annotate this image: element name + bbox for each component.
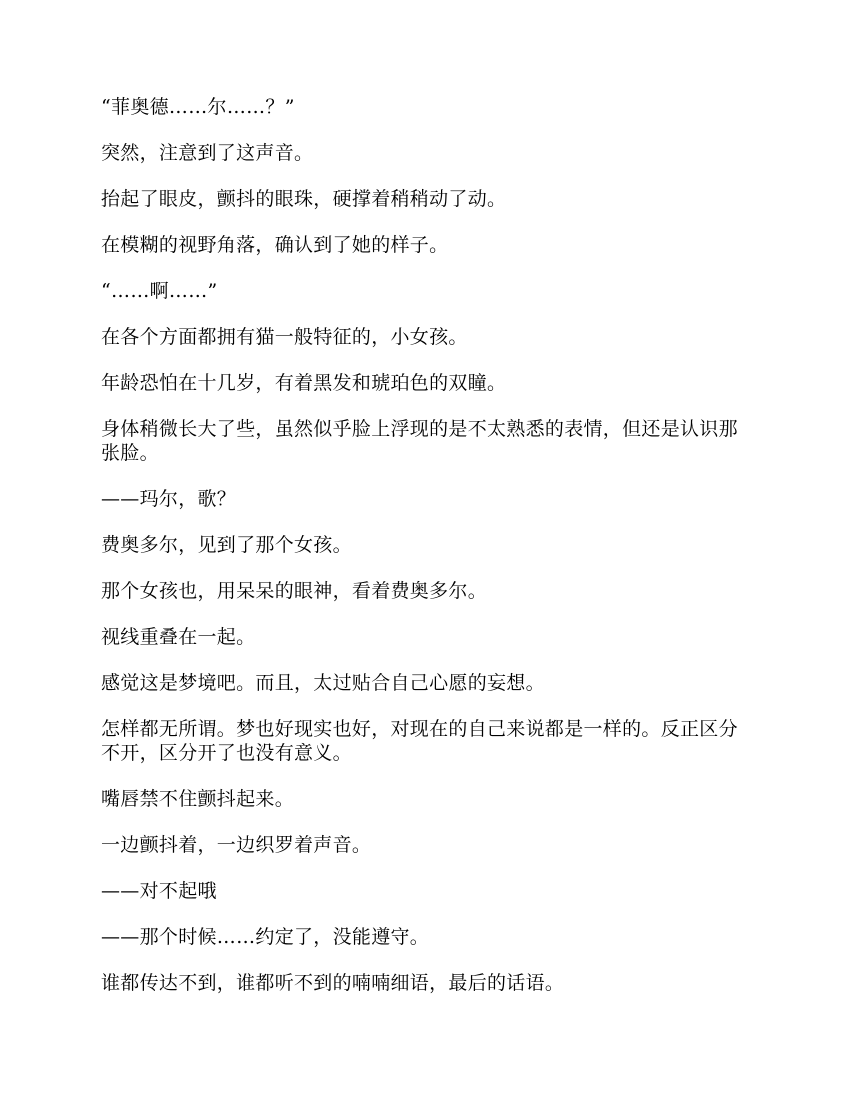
paragraph: 年龄恐怕在十几岁，有着黑发和琥珀色的双瞳。 [101,372,507,394]
paragraph: 在各个方面都拥有猫一般特征的，小女孩。 [101,326,468,348]
paragraph: 谁都传达不到，谁都听不到的喃喃细语，最后的话语。 [101,972,565,994]
paragraph: 那个女孩也，用呆呆的眼神，看着费奥多尔。 [101,580,488,602]
document-body [101,95,751,1017]
paragraph: 突然，注意到了这声音。 [101,142,314,164]
paragraph: 费奥多尔，见到了那个女孩。 [101,534,352,556]
paragraph: “……啊……” [101,280,218,302]
paragraph: 感觉这是梦境吧。而且，太过贴合自己心愿的妄想。 [101,672,545,694]
paragraph: ——那个时候……约定了，没能遵守。 [101,926,430,948]
paragraph: 在模糊的视野角落，确认到了她的样子。 [101,234,449,256]
paragraph: ——玛尔，歌？ [101,488,237,510]
paragraph: ——对不起哦 [101,880,217,902]
paragraph: 一边颤抖着，一边织罗着声音。 [101,834,372,856]
paragraph: 身体稍微长大了些，虽然似乎脸上浮现的是不太熟悉的表情，但还是认识那张脸。 [101,418,738,464]
paragraph: 抬起了眼皮，颤抖的眼珠，硬撑着稍稍动了动。 [101,188,507,210]
paragraph: 怎样都无所谓。梦也好现实也好，对现在的自己来说都是一样的。反正区分不开，区分开了也没有意义。 [101,718,738,764]
paragraph: 嘴唇禁不住颤抖起来。 [101,788,295,810]
paragraph: “菲奥德……尔……？” [101,96,295,118]
paragraph: 视线重叠在一起。 [101,626,256,648]
